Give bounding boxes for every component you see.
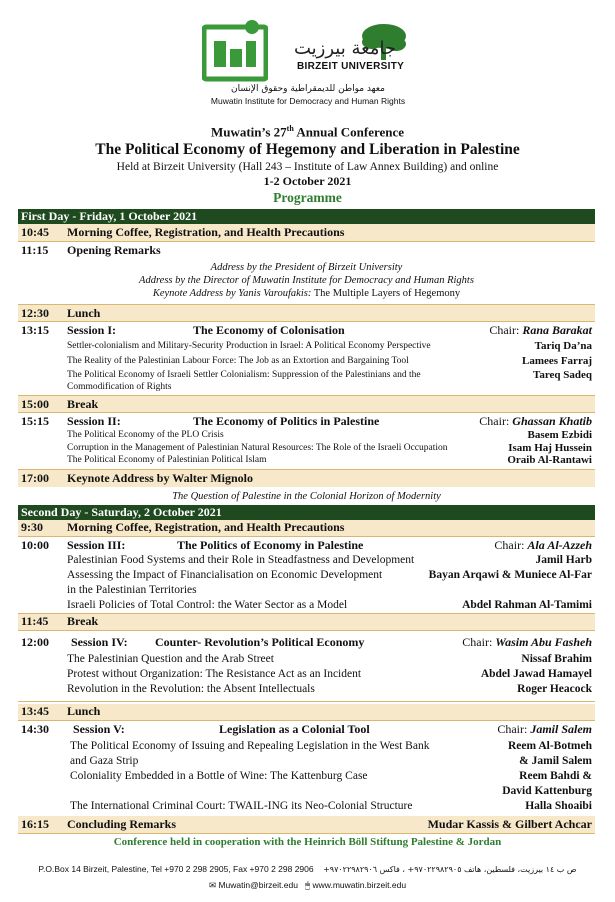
- conference-edition: Muwatin’s 27th Annual Conference: [210, 124, 405, 140]
- session-name: Session I:: [67, 323, 117, 337]
- paper-title: Settler-colonialism and Military-Security Production in Israel: A Political Economy Perspective: [67, 341, 431, 351]
- session-name: Session II:: [67, 414, 121, 428]
- agenda-slot: [18, 520, 595, 537]
- letterhead: [0, 0, 615, 112]
- session-chair: Chair: Jamil Salem: [497, 721, 592, 736]
- paper-author: Jamil Harb: [535, 553, 592, 566]
- paper-author: Lamees Farraj: [522, 354, 592, 367]
- opening-address-1: Address by the President of Birzeit University: [210, 262, 403, 273]
- envelope-icon: ✉: [208, 880, 217, 890]
- agenda-slot: [18, 224, 595, 242]
- slot-title: Lunch: [67, 305, 101, 320]
- contact-line: [0, 880, 615, 891]
- paper-row: [18, 739, 595, 769]
- paper-title: Corruption in the Management of Palestinian Natural Resources: The Role of the Israeli Occupation: [67, 442, 448, 453]
- slot-title: Morning Coffee, Registration, and Health Precautions: [67, 225, 345, 239]
- paper-row: [18, 799, 595, 816]
- day-two-header: Second Day - Saturday, 2 October 2021: [18, 505, 595, 520]
- slot-time: 16:15: [21, 816, 49, 831]
- paper-author: Tariq Da’na: [534, 340, 592, 352]
- agenda-slot: [18, 305, 595, 322]
- paper-title: Coloniality Embedded in a Bottle of Wine: The Kattenburg Case: [70, 769, 368, 782]
- muwatin-logo-icon: [202, 19, 268, 85]
- paper-row: [18, 455, 595, 470]
- paper-title: The International Criminal Court: TWAIL-ING its Neo-Colonial Structure: [70, 799, 413, 812]
- session-header: [18, 323, 595, 338]
- paper-author: Oraib Al-Rantawi: [507, 454, 592, 466]
- programme-table: [18, 209, 595, 834]
- paper-title: The Political Economy of the PLO Crisis: [67, 430, 224, 440]
- paper-row: [18, 769, 595, 799]
- slot-title: Break: [67, 396, 99, 411]
- day-one-header: First Day - Friday, 1 October 2021: [18, 209, 595, 224]
- conference-dates: 1-2 October 2021: [263, 174, 352, 189]
- paper-row: [18, 598, 595, 614]
- session-chair: Chair: Wasim Abu Fasheh: [462, 634, 592, 649]
- session-time: 10:00: [21, 537, 49, 552]
- session-chair: Chair: Ala Al-Azzeh: [494, 537, 592, 552]
- agenda-slot: [18, 704, 595, 721]
- slot-title: Opening Remarks: [67, 243, 161, 257]
- session-name: Session V:: [73, 721, 125, 736]
- paper-author: Isam Haj Hussein: [508, 441, 592, 454]
- session-header: [18, 414, 595, 429]
- slot-time: 17:00: [21, 470, 49, 485]
- paper-row: [18, 356, 595, 368]
- paper-row: [18, 568, 595, 598]
- slot-title: Morning Coffee, Registration, and Health Precautions: [67, 520, 345, 534]
- slot-title: Lunch: [67, 704, 101, 718]
- session-name: Session III:: [67, 537, 126, 552]
- session-title: Legislation as a Colonial Tool: [219, 721, 370, 736]
- paper-row: [18, 430, 595, 442]
- slot-time: 9:30: [21, 520, 43, 534]
- paper-title: Assessing the Impact of Financialisation on Economic Development in the Palestinian Territories: [67, 568, 383, 596]
- mouse-icon: 🖱: [305, 880, 311, 890]
- opening-keynote: Keynote Address by Yanis Varoufakis: The Multiple Layers of Hegemony: [152, 288, 461, 299]
- paper-author: Bayan Arqawi & Muniece Al-Far: [428, 568, 592, 581]
- session-title: Counter- Revolution’s Political Economy: [155, 634, 365, 649]
- session-time: 12:00: [21, 634, 49, 649]
- opening-address-2: Address by the Director of Muwatin Institute for Democracy and Human Rights: [139, 275, 474, 286]
- postal-address: [0, 864, 615, 874]
- session-header: [18, 722, 595, 737]
- paper-row: [18, 652, 595, 667]
- slot-time: 15:00: [21, 396, 49, 411]
- keynote-subtitle: The Question of Palestine in the Colonial Horizon of Modernity: [172, 490, 441, 502]
- paper-title: The Reality of the Palestinian Labour Force: The Job as an Extortion and Bargaining Tool: [67, 355, 409, 366]
- session-title: The Politics of Economy in Palestine: [177, 537, 364, 552]
- cooperation-note: Conference held in cooperation with the Heinrich Böll Stiftung Palestine & Jordan: [113, 836, 502, 848]
- website-link[interactable]: www.muwatin.birzeit.edu: [312, 880, 407, 890]
- session-time: 13:15: [21, 323, 49, 337]
- slot-time: 13:45: [21, 704, 49, 718]
- paper-title: Protest without Organization: The Resistance Act as an Incident: [67, 667, 362, 680]
- paper-title: Israeli Policies of Total Control: the Water Sector as a Model: [67, 598, 348, 611]
- conference-title-block: [0, 121, 615, 207]
- paper-title: The Palestinian Question and the Arab Street: [67, 652, 274, 665]
- conference-title: The Political Economy of Hegemony and Liberation in Palestine: [95, 141, 520, 159]
- email-link[interactable]: Muwatin@birzeit.edu: [218, 880, 298, 890]
- birzeit-arabic-wordmark: جامعة بيرزيت: [294, 38, 397, 59]
- paper-row: [18, 443, 595, 455]
- session-header: [18, 635, 595, 650]
- paper-title: The Political Economy of Israeli Settler Colonialism: Suppression of the Palestinians and the Commodification of Rights: [67, 370, 421, 392]
- paper-author: Halla Shoaibi: [525, 799, 592, 812]
- session-header: [18, 538, 595, 553]
- conference-venue: Held at Birzeit University (Hall 243 – Institute of Law Annex Building) and online: [116, 161, 499, 174]
- paper-row: [18, 341, 595, 353]
- paper-row: [18, 667, 595, 682]
- paper-author: Basem Ezbidi: [527, 429, 592, 441]
- slot-title: Break: [67, 614, 99, 628]
- paper-title: Palestinian Food Systems and their Role in Steadfastness and Development: [67, 553, 415, 566]
- institute-arabic-name: معهد مواطن للديمقراطية وحقوق الإنسان: [231, 84, 385, 94]
- slot-title: Keynote Address by Walter Mignolo: [67, 470, 254, 485]
- session-name: Session IV:: [71, 634, 128, 649]
- programme-heading: Programme: [273, 190, 342, 206]
- address-english: P.O.Box 14 Birzeit, Palestine, Tel +970 2 298 2905, Fax +970 2 298 2906: [38, 864, 314, 874]
- paper-author: Nissaf Brahim: [521, 652, 592, 665]
- institute-english-name: Muwatin Institute for Democracy and Human Rights: [210, 96, 406, 106]
- address-arabic: ص ب ١٤ بيرزيت، فلسطين، هاتف ٩٧٠٢٢٩٨٢٩٠٥+ ، فاكس ٩٧٠٢٢٩٨٢٩٠٦+: [323, 865, 577, 874]
- paper-author: Tareq Sadeq: [533, 369, 592, 381]
- agenda-slot: [18, 816, 595, 834]
- paper-title: The Political Economy of Issuing and Repealing Legislation in the West Bank and Gaza Strip: [70, 739, 430, 767]
- paper-title: Revolution in the Revolution: the Absent Intellectuals: [67, 682, 315, 695]
- birzeit-english-wordmark: BIRZEIT UNIVERSITY: [297, 61, 405, 72]
- paper-row: [18, 553, 595, 568]
- paper-authors: Reem Bahdi & David Kattenburg: [502, 769, 592, 797]
- slot-time: 11:45: [21, 614, 49, 628]
- paper-authors: Reem Al-Botmeh & Jamil Salem: [508, 739, 592, 767]
- paper-row: [18, 682, 595, 702]
- paper-row: [18, 370, 595, 396]
- session-chair: Chair: Rana Barakat: [489, 323, 592, 337]
- paper-author: Abdel Jawad Hamayel: [480, 667, 592, 680]
- birzeit-tree-logo-icon: [286, 18, 416, 84]
- slot-time: 12:30: [21, 305, 49, 320]
- session-time: 15:15: [21, 414, 49, 428]
- agenda-slot: [18, 614, 595, 631]
- slot-time: 10:45: [21, 225, 49, 239]
- agenda-slot: [18, 242, 595, 259]
- session-title: The Economy of Politics in Palestine: [193, 414, 380, 428]
- slot-time: 11:15: [21, 243, 49, 257]
- agenda-slot: [18, 396, 595, 413]
- opening-remarks-details: [18, 259, 595, 305]
- paper-author: Abdel Rahman Al-Tamimi: [462, 598, 592, 611]
- agenda-slot: [18, 470, 595, 487]
- closing-speakers: Mudar Kassis & Gilbert Achcar: [427, 816, 592, 831]
- session-chair: Chair: Ghassan Khatib: [479, 414, 592, 428]
- paper-title: The Political Economy of Palestinian Political Islam: [67, 455, 267, 465]
- paper-author: Roger Heacock: [517, 682, 592, 695]
- session-time: 14:30: [21, 721, 49, 736]
- slot-title: Concluding Remarks: [67, 816, 177, 831]
- session-title: The Economy of Colonisation: [193, 323, 345, 337]
